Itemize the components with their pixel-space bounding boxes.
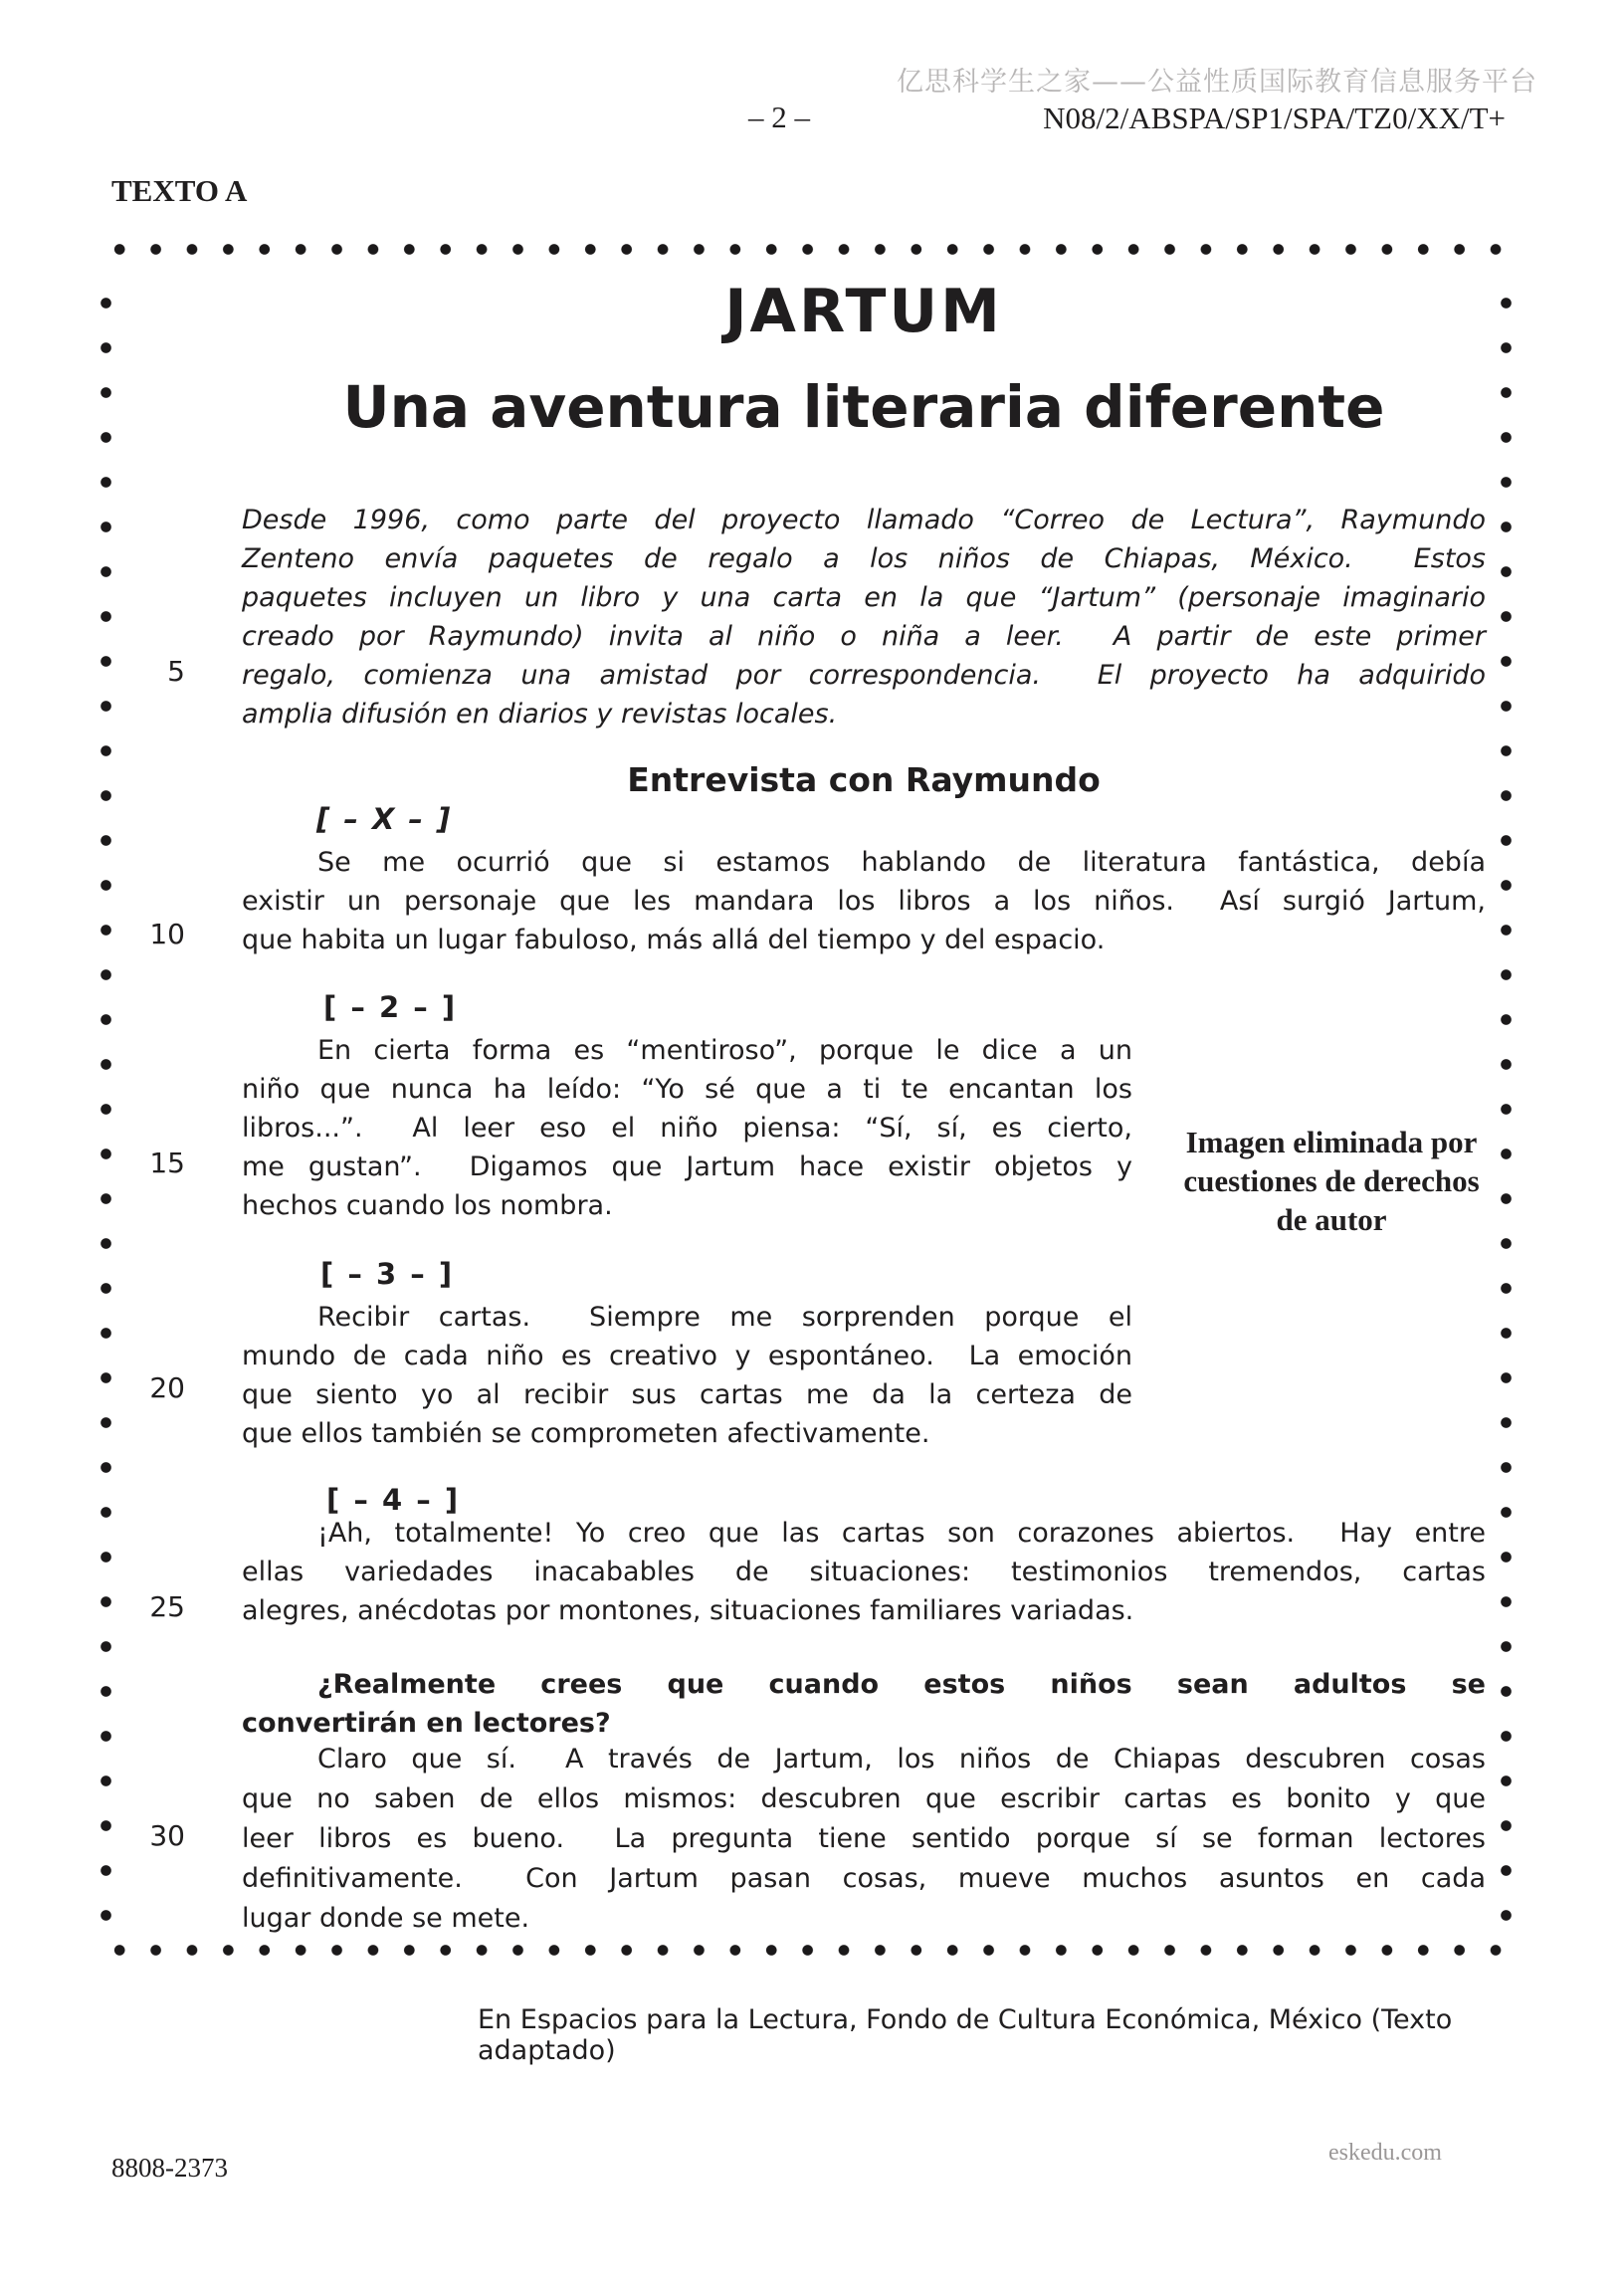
paragraph-line: libros...”. Al leer eso el niño piensa: “Sí, sí, es cierto, [242, 1113, 1132, 1144]
line-number-20: 20 [149, 1371, 185, 1404]
document-code: 8808-2373 [111, 2153, 228, 2183]
answer-5-paragraph [242, 1740, 1486, 1939]
image-removed-line: Imagen eliminada por [1185, 1125, 1478, 1159]
intro-line: Zenteno envía paquetes de regalo a los niños de Chiapas, México. Estos [242, 543, 1486, 574]
paragraph-line: me gustan”. Digamos que Jartum hace existir objetos y [242, 1151, 1132, 1182]
intro-paragraph [242, 501, 1486, 733]
paragraph-line: que ellos también se comprometen afectivamente. [242, 1418, 930, 1449]
paragraph-line: existir un personaje que les mandara los libros a los niños. Así surgió Jartum, [242, 886, 1486, 917]
paragraph-line: lugar donde se mete. [242, 1903, 530, 1934]
answer-3-paragraph [242, 1298, 1132, 1453]
question-line: ¿Realmente crees que cuando estos niños sean adultos se [317, 1669, 1486, 1700]
paragraph-line: definitivamente. Con Jartum pasan cosas, mueve muchos asuntos en cada [242, 1863, 1486, 1894]
exam-code: N08/2/ABSPA/SP1/SPA/TZ0/XX/T+ [1043, 101, 1506, 135]
paragraph-line: niño que nunca ha leído: “Yo sé que a ti te encantan los [242, 1074, 1132, 1105]
paragraph-line: ¡Ah, totalmente! Yo creo que las cartas son corazones abiertos. Hay entre [317, 1518, 1486, 1549]
gap-marker-4: [ – 4 – ] [326, 1483, 461, 1517]
line-number-5: 5 [167, 655, 185, 688]
paragraph-line: mundo de cada niño es creativo y espontáneo. La emoción [242, 1341, 1132, 1371]
paragraph-line: hechos cuando los nombra. [242, 1190, 613, 1221]
site-watermark: eskedu.com [1328, 2140, 1442, 2166]
line-number-10: 10 [149, 918, 185, 950]
text-subtitle: Una aventura literaria diferente [342, 373, 1385, 441]
gap-marker-2: [ – 2 – ] [323, 990, 458, 1024]
paragraph-line: que habita un lugar fabuloso, más allá del tiempo y del espacio. [242, 925, 1106, 955]
paragraph-line: alegres, anécdotas por montones, situaciones familiares variadas. [242, 1595, 1134, 1626]
line-number-25: 25 [149, 1590, 185, 1623]
intro-line: creado por Raymundo) invita al niño o niña a leer. A partir de este primer [242, 621, 1486, 652]
dotted-border-left [100, 281, 112, 1927]
interview-question [242, 1665, 1486, 1743]
paragraph-line: que no saben de ellos mismos: descubren que escribir cartas es bonito y que [242, 1783, 1486, 1814]
paragraph-line: Claro que sí. A través de Jartum, los niños de Chiapas descubren cosas [317, 1744, 1486, 1774]
question-line: convertirán en lectores? [242, 1708, 611, 1739]
paragraph-line: leer libros es bueno. La pregunta tiene sentido porque sí se forman lectores [242, 1823, 1486, 1854]
image-removed-line: de autor [1276, 1202, 1387, 1237]
gap-marker-3: [ – 3 – ] [320, 1257, 455, 1291]
source-citation: En Espacios para la Lectura, Fondo de Cultura Económica, México (Texto adaptado) [478, 2004, 1453, 2066]
intro-line: amplia difusión en diarios y revistas locales. [242, 699, 838, 730]
answer-4-paragraph [242, 1514, 1486, 1630]
image-removed-notice [1146, 1123, 1517, 1239]
text-title: JARTUM [724, 277, 1003, 346]
image-removed-line: cuestiones de derechos [1183, 1163, 1480, 1198]
answer-x-paragraph [242, 843, 1486, 959]
paragraph-line: ellas variedades inacabables de situaciones: testimonios tremendos, cartas [242, 1557, 1486, 1587]
intro-line: regalo, comienza una amistad por correspondencia. El proyecto ha adquirido [242, 660, 1486, 691]
paragraph-line: En cierta forma es “mentiroso”, porque le dice a un [317, 1035, 1132, 1066]
page-number: – 2 – [748, 100, 810, 134]
section-label: TEXTO A [111, 173, 248, 208]
intro-line: paquetes incluyen un libro y una carta en la que “Jartum” (personaje imaginario [242, 582, 1486, 613]
intro-line: Desde 1996, como parte del proyecto llamado “Correo de Lectura”, Raymundo [242, 505, 1486, 535]
line-number-30: 30 [149, 1819, 185, 1852]
paragraph-line: Se me ocurrió que si estamos hablando de literatura fantástica, debía [317, 847, 1486, 878]
dotted-border-right [1500, 281, 1513, 1927]
dotted-border-bottom [100, 1944, 1513, 1957]
paragraph-line: que siento yo al recibir sus cartas me da la certeza de [242, 1379, 1132, 1410]
paragraph-line: Recibir cartas. Siempre me sorprenden porque el [317, 1302, 1132, 1333]
interview-heading: Entrevista con Raymundo [627, 760, 1101, 799]
watermark-text: 亿思科学生之家——公益性质国际教育信息服务平台 [897, 67, 1537, 98]
answer-2-paragraph [242, 1031, 1132, 1225]
dotted-border-top [100, 243, 1513, 256]
line-number-15: 15 [149, 1147, 185, 1179]
gap-marker-x: [ – X – ] [316, 802, 453, 836]
